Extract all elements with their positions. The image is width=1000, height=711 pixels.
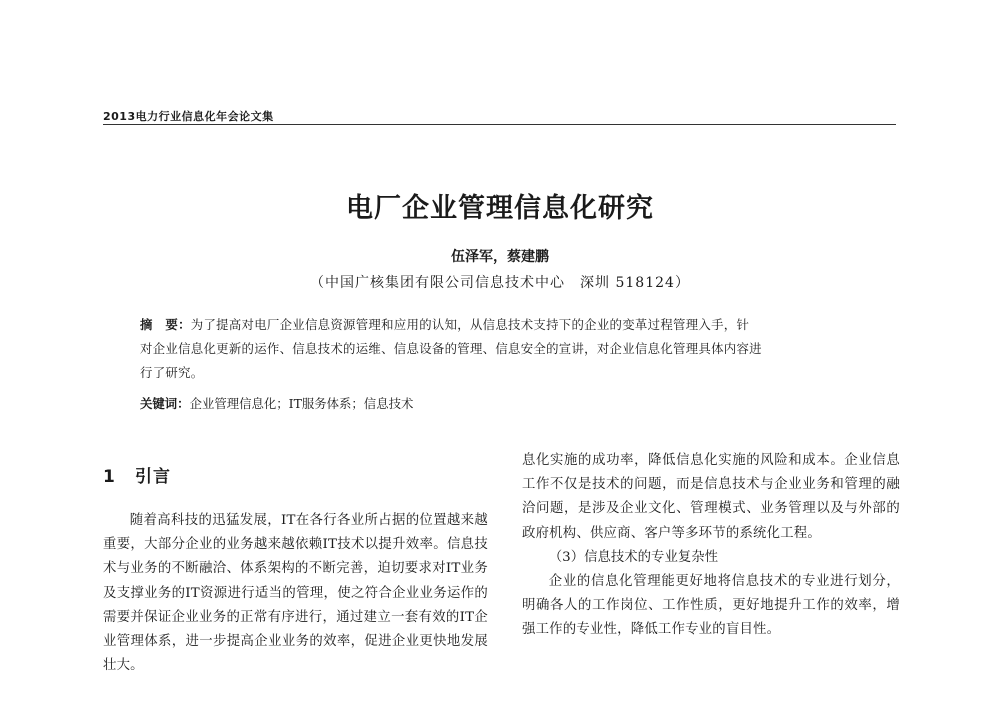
right-paragraph: 企业的信息化管理能更好地将信息技术的专业进行划分，明确各人的工作岗位、工作性质，更好地提升工作的效率，增强工作的专业性，降低工作专业的盲目性。	[522, 574, 900, 638]
running-head: 2013电力行业信息化年会论文集	[103, 110, 274, 123]
keywords-label: 关键词：	[140, 396, 190, 411]
section-number: 1	[103, 467, 116, 487]
header-rule	[103, 124, 896, 125]
keywords-text: 企业管理信息化；IT服务体系；信息技术	[189, 396, 414, 411]
intro-paragraph: 随着高科技的迅猛发展，IT在各行各业所占据的位置越来越重要，大部分企业的业务越来越依赖IT技术以提升效率。信息技术与业务的不断融洽、体系架构的不断完善，迫切要求对IT业务及支撑业务的IT资源进行适当的管理，使之符合企业业务运作的需要并保证企业业务的正常有序进行，通过建立一套有效的IT企业管理体系，进一步提高企业业务的效率，促进企业更快地发展壮大。	[103, 513, 488, 674]
abstract-text-1: 为了提高对电厂企业信息资源管理和应用的认知，从信息技术支持下的企业的变革过程管理入手，针	[190, 317, 750, 332]
paper-affiliation: （中国广核集团有限公司信息技术中心 深圳 518124）	[310, 275, 690, 291]
section-title: 引言	[135, 467, 171, 487]
right-column	[522, 449, 900, 643]
sub-heading: （3）信息技术的专业复杂性	[548, 549, 719, 565]
abstract-label: 摘 要：	[140, 317, 191, 332]
keywords	[140, 394, 864, 414]
abstract-line-1	[140, 313, 864, 337]
paper-authors: 伍泽军，蔡建鹏	[451, 249, 549, 265]
abstract-line-3: 行了研究。	[140, 365, 204, 380]
paper-title: 电厂企业管理信息化研究	[346, 193, 654, 224]
abstract	[140, 313, 864, 385]
section-heading	[103, 462, 488, 487]
abstract-line-2: 对企业信息化更新的运作、信息技术的运维、信息设备的管理、信息安全的宣讲，对企业信息化管理具体内容进	[140, 341, 762, 356]
left-column	[103, 462, 488, 678]
continued-paragraph: 息化实施的成功率，降低信息化实施的风险和成本。企业信息工作不仅是技术的问题，而是信息技术与企业业务和管理的融洽问题，是涉及企业文化、管理模式、业务管理以及与外部的政府机构、供应商、客户等多环节的系统化工程。	[522, 453, 900, 541]
